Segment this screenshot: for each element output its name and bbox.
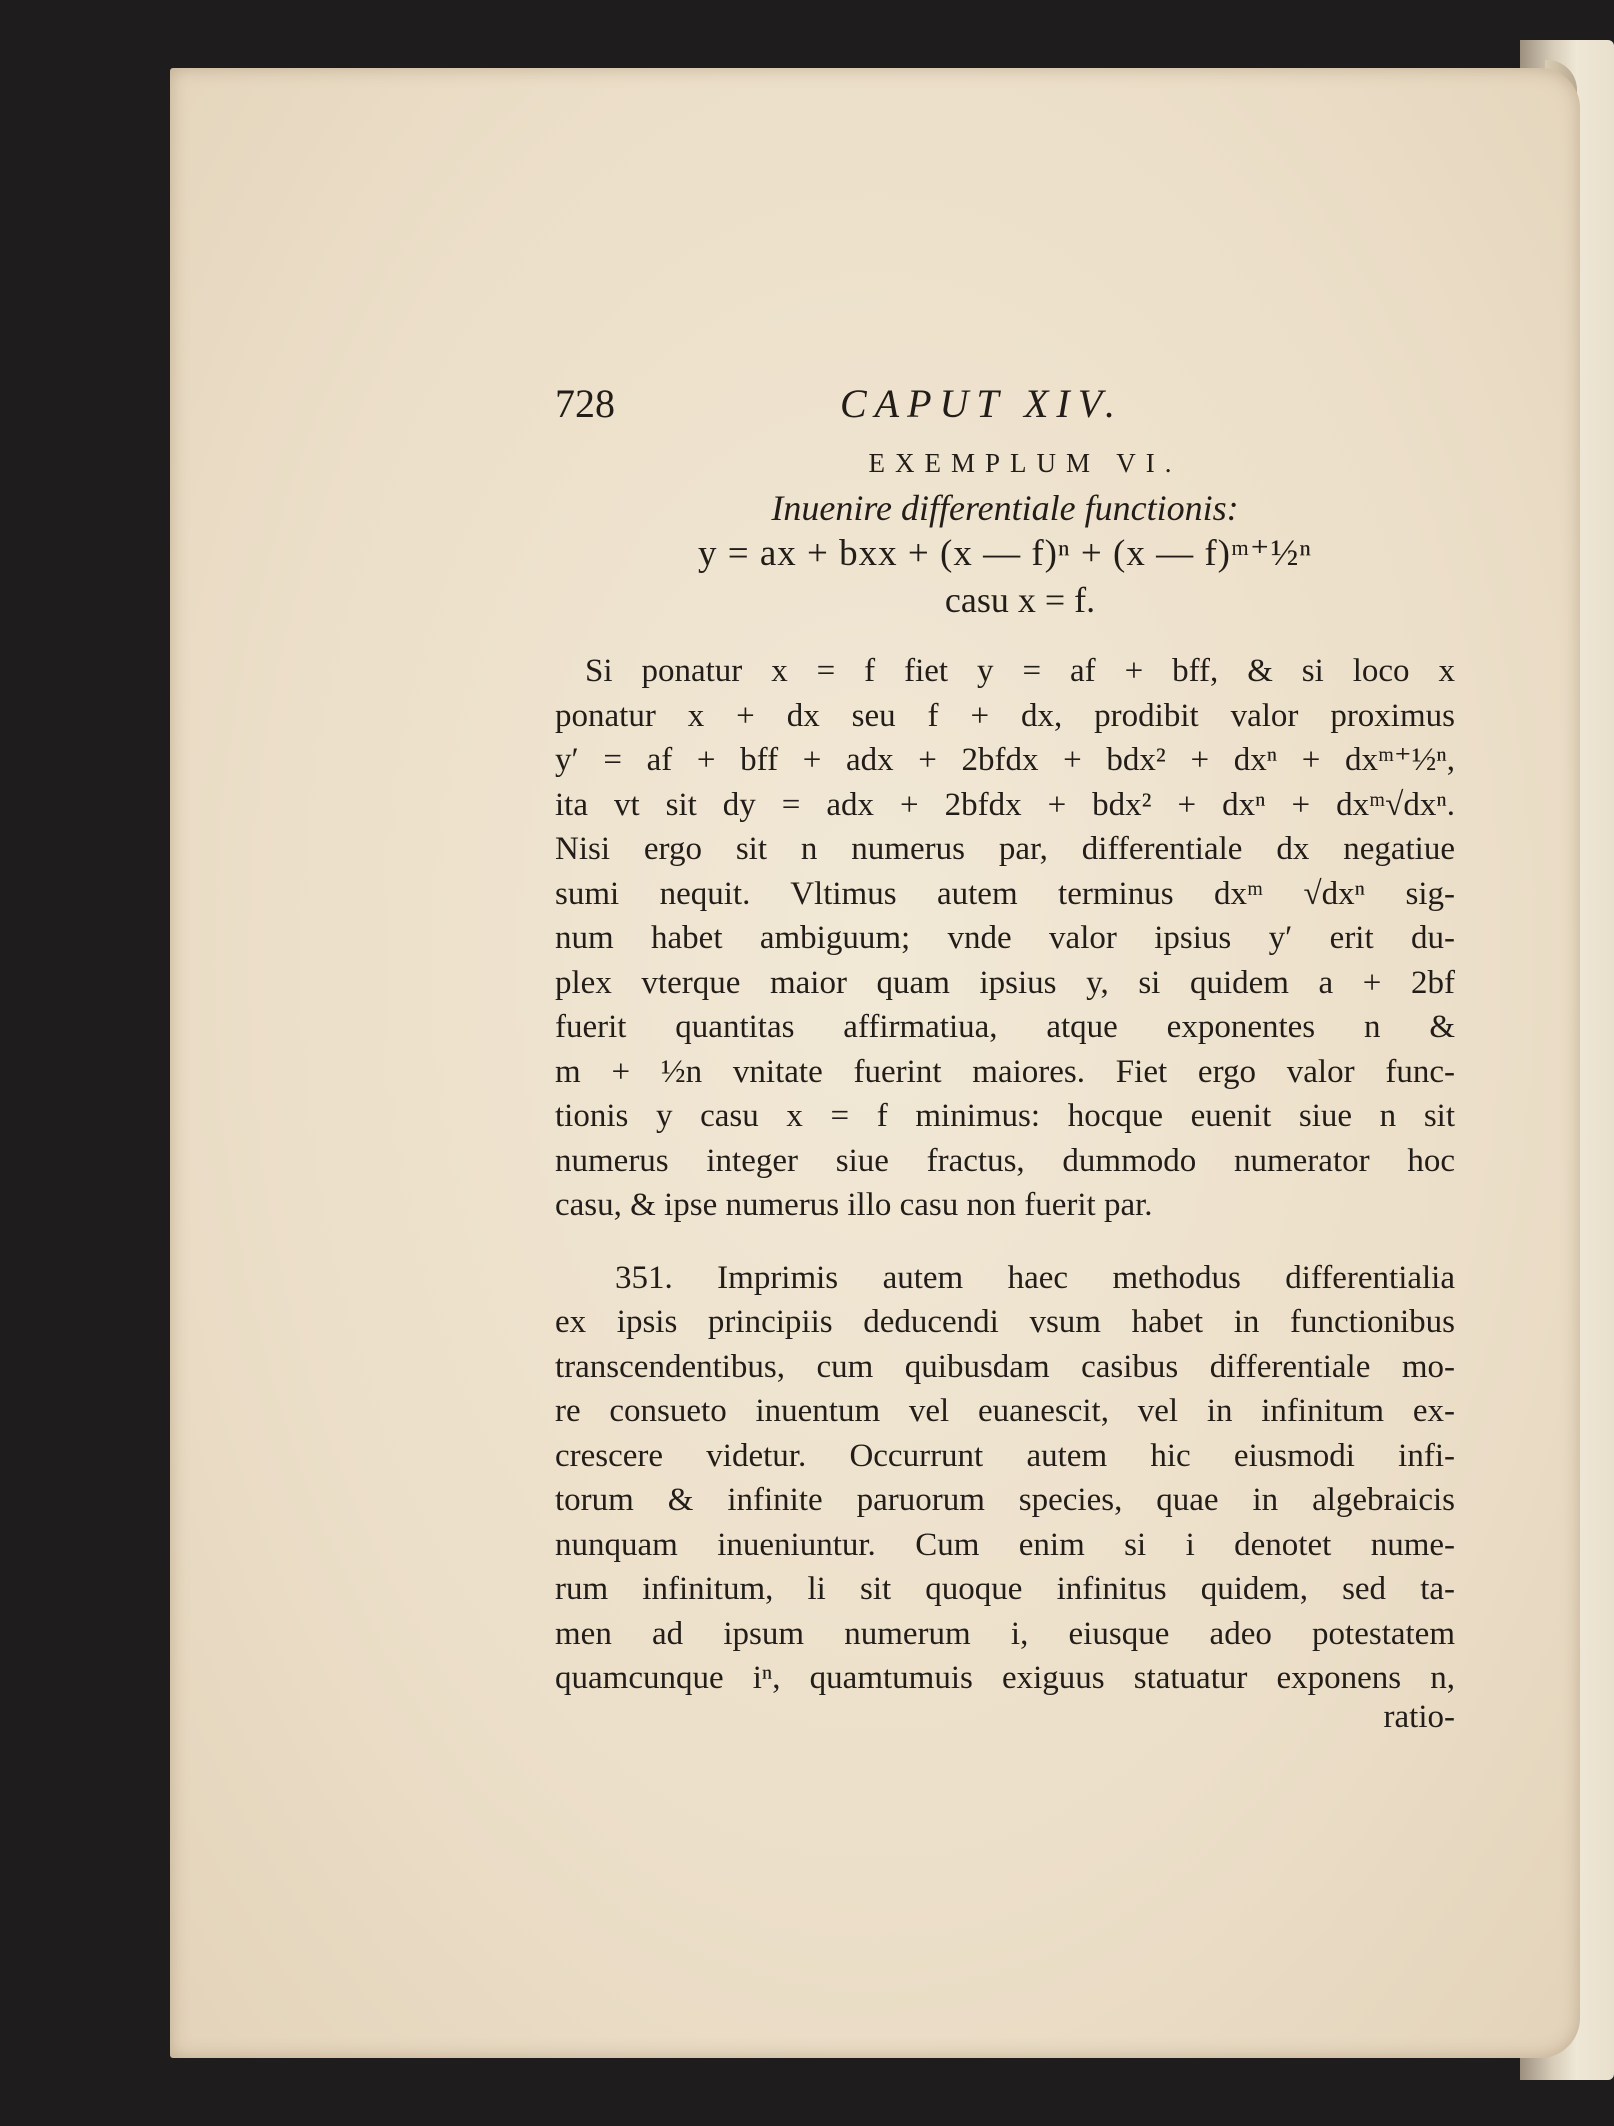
- text-line: m + ½n vnitate fuerint maiores. Fiet ergo valor func-: [555, 1053, 1455, 1090]
- text-line: ponatur x + dx seu f + dx, prodibit valor proximus: [555, 697, 1455, 734]
- text-line: fuerit quantitas affirmatiua, atque exponentes n &: [555, 1009, 1455, 1045]
- formula-condition: casu x = f.: [944, 580, 1096, 620]
- text-line: ex ipsis principiis deducendi vsum habet in functionibus: [555, 1304, 1455, 1340]
- paragraph-solution: [555, 649, 1455, 1228]
- text-line: ita vt sit dy = adx + 2bfdx + bdx² + dxⁿ + dxᵐ√dxⁿ.: [555, 786, 1455, 823]
- text-line: re consueto inuentum vel euanescit, vel in infinitum ex-: [555, 1393, 1455, 1429]
- paragraph-351: [555, 1256, 1455, 1701]
- chapter-title: CAPUT XIV.: [840, 381, 1123, 426]
- text-line: numerus integer siue fractus, dummodo numerator hoc: [555, 1142, 1455, 1179]
- function-formula: y = ax + bxx + (x — f)ⁿ + (x — f)ᵐ⁺½ⁿ: [698, 533, 1312, 574]
- page-number: 728: [555, 381, 615, 426]
- text-line: men ad ipsum numerum i, eiusque adeo potestatem: [555, 1615, 1455, 1652]
- text-line: quamcunque iⁿ, quamtumuis exiguus statuatur exponens n,: [555, 1660, 1455, 1696]
- text-line: y′ = af + bff + adx + 2bfdx + bdx² + dxⁿ + dxᵐ⁺½ⁿ,: [555, 742, 1455, 778]
- text-line: Nisi ergo sit n numerus par, differentiale dx negatiue: [555, 831, 1455, 867]
- text-line: torum & infinite paruorum species, quae in algebraicis: [555, 1482, 1455, 1518]
- running-head: [555, 380, 1455, 440]
- text-line: crescere videtur. Occurrunt autem hic eiusmodi infi-: [555, 1437, 1455, 1474]
- text-line: 351. Imprimis autem haec methodus differentialia: [615, 1259, 1455, 1296]
- example-heading: EXEMPLUM VI.: [868, 448, 1182, 478]
- example-title: Inuenire differentiale functionis:: [771, 488, 1239, 528]
- text-line: num habet ambiguum; vnde valor ipsius y′ erit du-: [555, 920, 1455, 956]
- text-line: casu, & ipse numerus illo casu non fuerit par.: [555, 1187, 1153, 1223]
- text-line: sumi nequit. Vltimus autem terminus dxᵐ √dxⁿ sig-: [555, 875, 1455, 912]
- page-content: [555, 380, 1455, 1736]
- text-line: Si ponatur x = f fiet y = af + bff, & si loco x: [585, 653, 1455, 689]
- text-line: rum infinitum, li sit quoque infinitus quidem, sed ta-: [555, 1571, 1455, 1607]
- catchword: ratio-: [1383, 1698, 1455, 1735]
- text-line: nunquam inueniuntur. Cum enim si i denotet nume-: [555, 1526, 1455, 1563]
- text-line: transcendentibus, cum quibusdam casibus differentiale mo-: [555, 1348, 1455, 1385]
- text-line: tionis y casu x = f minimus: hocque euenit siue n sit: [555, 1098, 1455, 1134]
- text-line: plex vterque maior quam ipsius y, si quidem a + 2bf: [555, 964, 1455, 1001]
